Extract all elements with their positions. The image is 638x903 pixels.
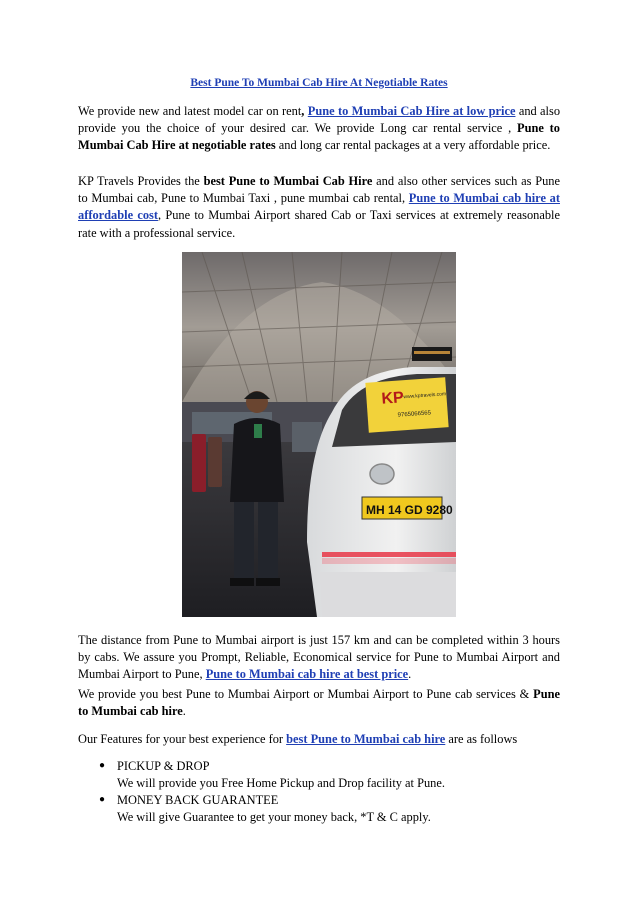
text: We provide you best Pune to Mumbai Airport or Mumbai Airport to Pune cab services &	[78, 687, 534, 701]
text: are as follows	[445, 732, 518, 746]
cab-photo	[182, 252, 456, 617]
bold-negotiable-rates: Pune to Mumbai Cab Hire at negotiable rates	[78, 121, 560, 153]
bold-cab-hire: Pune to Mumbai cab hire	[78, 687, 560, 719]
sticker-url: www.kptravels.com	[403, 391, 447, 401]
text: KP Travels Provides the	[78, 174, 204, 188]
sticker-phone: 9765066565	[397, 410, 432, 419]
text: Our Features for your best experience for	[78, 732, 287, 746]
feature-description: We will give Guarantee to get your money back, *T & C apply.	[117, 809, 431, 824]
list-item	[78, 792, 560, 825]
link-low-price[interactable]: Pune to Mumbai Cab Hire at low price	[307, 104, 516, 118]
license-plate: MH 14 GD 9280	[366, 503, 453, 517]
paragraph-services	[78, 173, 560, 242]
list-item	[78, 758, 560, 791]
feature-title: MONEY BACK GUARANTEE	[117, 793, 279, 807]
text: and long car rental packages at a very affordable price.	[275, 138, 551, 153]
text: and also other services such as Pune to Mumbai cab, Pune to Mumbai Taxi , pune mumbai cab rental,	[78, 174, 560, 206]
paragraph-airport	[78, 686, 560, 720]
features-list	[78, 758, 560, 826]
sticker-kp: KP	[380, 389, 405, 408]
feature-title: PICKUP & DROP	[117, 759, 210, 773]
title-link[interactable]: Best Pune To Mumbai Cab Hire At Negotiable Rates	[190, 77, 448, 89]
text: We provide new and latest model car on rent	[78, 104, 302, 118]
paragraph-intro	[78, 103, 560, 155]
link-affordable-cost[interactable]: Pune to Mumbai cab hire at affordable cost	[78, 191, 560, 223]
text: , Pune to Mumbai Airport shared Cab or Taxi services at extremely reasonable rate with a professional service.	[78, 208, 560, 240]
bold-best-cab-hire: best Pune to Mumbai Cab Hire	[203, 174, 373, 188]
bullet-icon: ●	[99, 794, 106, 805]
link-best-cab-hire[interactable]: best Pune to Mumbai cab hire	[286, 732, 446, 746]
text: The distance from Pune to Mumbai airport is just 157 km and can be completed within 3 hours by cabs. We assure you Prompt, Reliable, Economical service for Pune to Mumbai Airport and Mumbai Airport to Pune,	[78, 633, 560, 682]
text-comma: ,	[301, 104, 305, 118]
bullet-icon: ●	[99, 760, 106, 771]
feature-description: We will provide you Free Home Pickup and Drop facility at Pune.	[117, 775, 445, 790]
text: and also provide you the choice of your desired car. We provide Long car rental service ,	[78, 104, 561, 136]
paragraph-distance	[78, 632, 560, 684]
link-best-price[interactable]: Pune to Mumbai cab hire at best price	[205, 667, 409, 682]
text: .	[182, 704, 186, 719]
page-title[interactable]	[78, 77, 560, 89]
text: .	[408, 667, 412, 682]
paragraph-features-intro	[78, 731, 560, 748]
